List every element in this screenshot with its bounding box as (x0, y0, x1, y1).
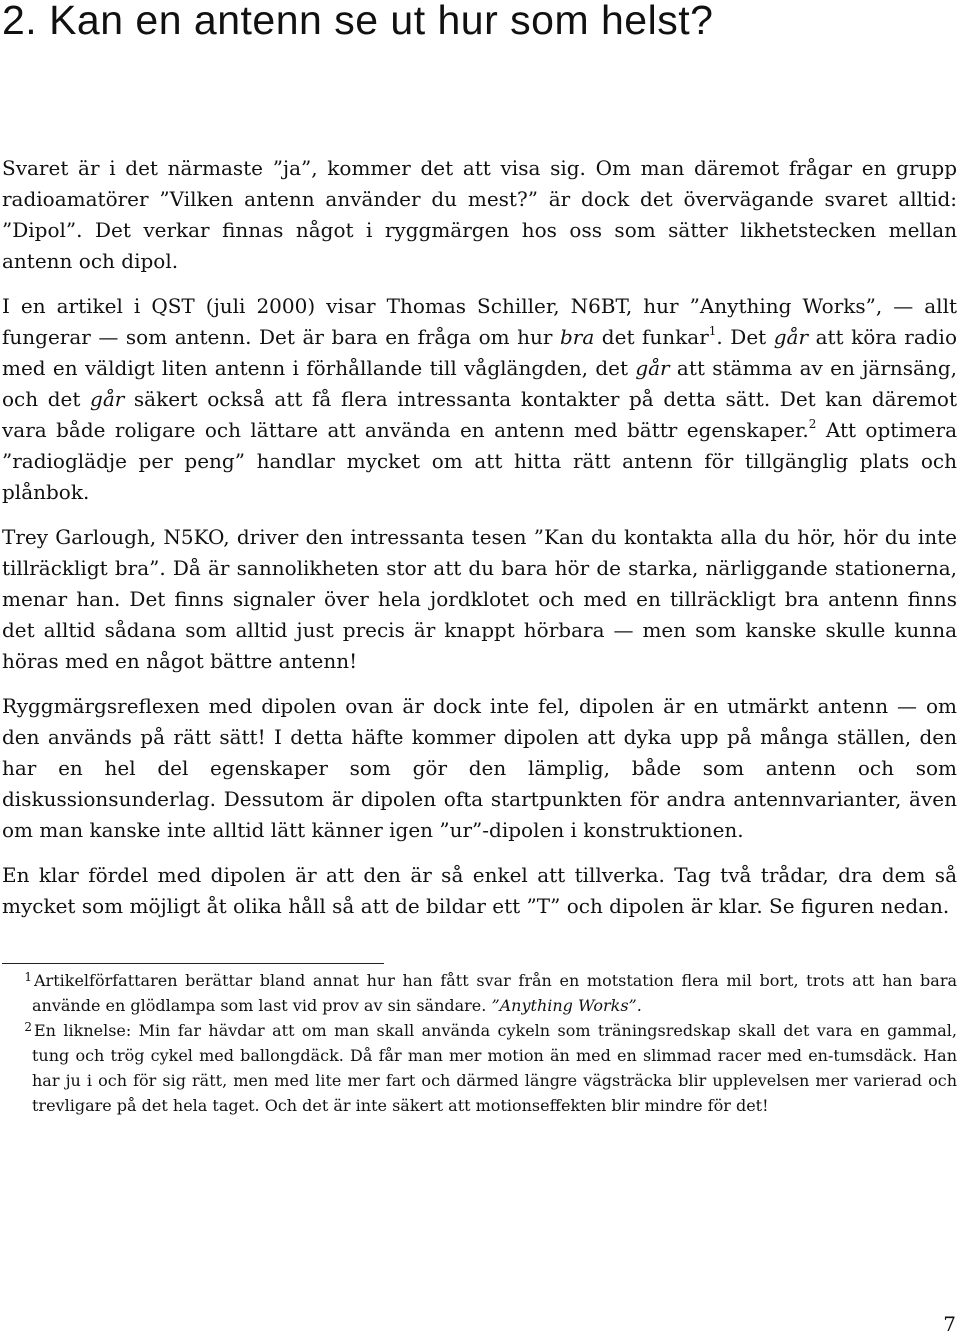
emphasis-bra: bra (559, 325, 595, 349)
footnote-emphasis: ”Anything Works”. (491, 996, 642, 1015)
footnote-divider (2, 963, 384, 964)
page-number: 7 (943, 1312, 956, 1336)
paragraph-2: I en artikel i QST (juli 2000) visar Thomas Schiller, N6BT, hur ”Anything Works”, — allt fungerar — som antenn. Det är bara en fråga om hur bra det funkar$^1$. Det går att köra radio med en väldigt liten antenn i förhållande till våglängden, det går att stämma av en järnsäng, och det går säkert också att få flera intressanta kontakter på detta sätt. Det kan däremot vara både roligare och lättare att använda en antenn med bättr egenskaper.$^2$ Att optimera ”radioglädje per peng” handlar mycket om att hitta rätt antenn för tillgänglig plats och plånbok. (2, 294, 957, 504)
footnote-text: Artikelförfattaren berättar bland annat hur han fått svar från en motstation flera mil bort, trots att han bara använde en glödlampa som last vid prov av sin sändare. (32, 971, 957, 1015)
footnotes (2, 968, 957, 1118)
paragraph-3: Trey Garlough, N5KO, driver den intressanta tesen ”Kan du kontakta alla du hör, hör du inte tillräckligt bra”. Då är sannolikheten stor att du bara hör de starka, närliggande stationerna, menar han. Det finns signaler över hela jordklotet och med en tillräckligt bra antenn finns det alltid sådana som alltid just precis är knappt hörbara — men som kanske skulle kunna höras med en något bättre antenn! (2, 525, 957, 673)
paragraph-5: En klar fördel med dipolen är att den är så enkel att tillverka. Tag två trådar, dra dem så mycket som möjligt åt olika håll så att de bildar ett ”T” och dipolen är klar. Se figuren nedan. (2, 863, 957, 918)
footnote-ref-1[interactable]: 1 (708, 324, 717, 338)
footnote-text: En liknelse: Min far hävdar att om man skall använda cykeln som träningsredskap skall det vara en gammal, tung och trög cykel med ballongdäck. Då får man mer motion än med en slimmad racer med en-tumsdäck. Han har ju i och för sig rätt, men med lite mer fart och därmed längre vägsträcka blir upplevelsen mer varierad och trevligare på det hela taget. Och det är inte säkert att motionseffekten blir mindre för det! (32, 1021, 957, 1115)
paragraph-1: Svaret är i det närmaste ”ja”, kommer det att visa sig. Om man däremot frågar en grupp radioamatörer ”Vilken antenn använder du mest?” är dock det övervägande svaret alltid: ”Dipol”. Det verkar finnas något i ryggmärgen hos oss som sätter likhetstecken mellan antenn och dipol. (2, 156, 957, 273)
emphasis-gar: går (635, 356, 670, 380)
footnote-ref-2[interactable]: 2 (808, 417, 817, 431)
footnote-1: 1 Artikelförfattaren berättar bland annat hur han fått svar från en motstation flera mil bort, trots att han bara använde en glödlampa som last vid prov av sin sändare. ”Anything Works”. (24, 970, 957, 1015)
body-text (2, 153, 957, 936)
paragraph-4: Ryggmärgsreflexen med dipolen ovan är dock inte fel, dipolen är en utmärkt antenn — om den används på rätt sätt! I detta häfte kommer dipolen att dyka upp på många ställen, den har en hel del egenskaper som gör den lämplig, både som antenn och som diskussionsunderlag. Dessutom är dipolen ofta startpunkten för andra antennvarianter, även om man kanske inte alltid lätt känner igen ”ur”-dipolen i konstruktionen. (2, 694, 957, 842)
section-heading: 2. Kan en antenn se ut hur som helst? (2, 0, 714, 43)
emphasis-gar: går (773, 325, 809, 349)
emphasis-gar: går (90, 387, 125, 411)
footnote-2: 2 En liknelse: Min far hävdar att om man skall använda cykeln som träningsredskap skall det vara en gammal, tung och trög cykel med ballongdäck. Då får man mer motion än med en slimmad racer med en-tumsdäck. Han har ju i och för sig rätt, men med lite mer fart och därmed längre vägsträcka blir upplevelsen mer varierad och trevligare på det hela taget. Och det är inte säkert att motionseffekten blir mindre för det! (24, 1020, 957, 1115)
